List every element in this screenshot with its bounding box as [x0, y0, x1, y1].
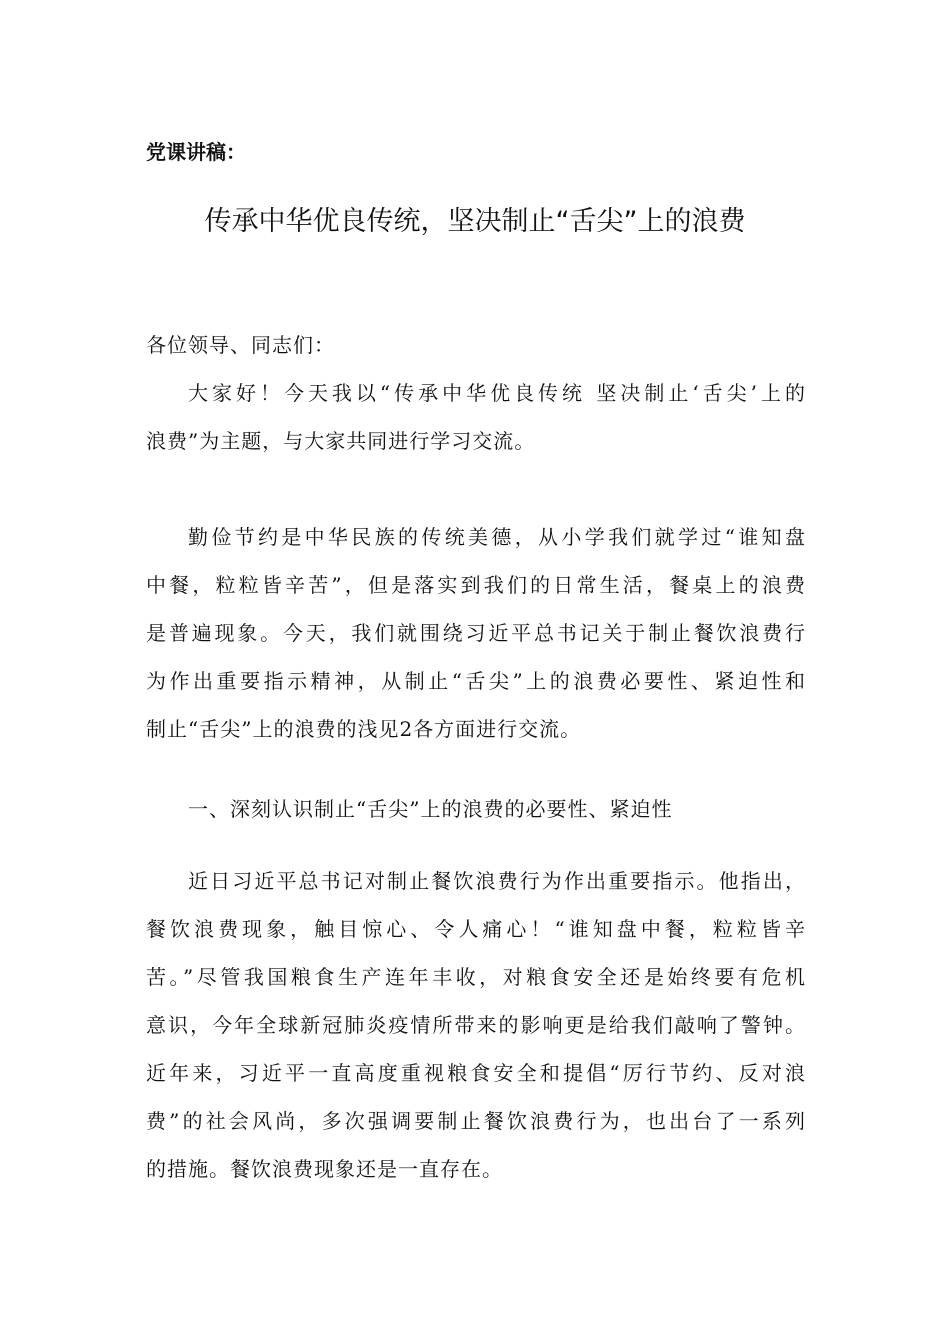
paragraph-line: 制止“舌尖”上的浪费的浅见2各方面进行交流。	[146, 717, 582, 741]
salutation-line: 各位领导、同志们：	[146, 333, 335, 357]
document-label: 党课讲稿：	[146, 140, 246, 164]
paragraph-line: 餐饮浪费现象，触目惊心、令人痛心！“谁知盘中餐，粒粒皆辛	[146, 917, 806, 941]
paragraph-line: 苦。”尽管我国粮食生产连年丰收，对粮食安全还是始终要有危机	[146, 965, 806, 989]
document-title: 传承中华优良传统，坚决制止“舌尖”上的浪费	[204, 206, 746, 237]
paragraph-line: 是普遍现象。今天，我们就围绕习近平总书记关于制止餐饮浪费行	[146, 621, 806, 645]
paragraph-line: 的措施。餐饮浪费现象还是一直存在。	[146, 1157, 503, 1181]
paragraph-line: 近日习近平总书记对制止餐饮浪费行为作出重要指示。他指出，	[188, 869, 806, 893]
section-heading-text: 一、深刻认识制止“舌尖”上的浪费的必要性、紧迫性	[188, 797, 673, 821]
paragraph-line: 勤俭节约是中华民族的传统美德，从小学我们就学过“谁知盘	[188, 525, 806, 549]
paragraph-line: 大家好！今天我以“传承中华优良传统 坚决制止‘舌尖’上的	[188, 381, 806, 405]
paragraph-line: 浪费”为主题，与大家共同进行学习交流。	[146, 429, 536, 453]
paragraph-line: 中餐，粒粒皆辛苦”，但是落实到我们的日常生活，餐桌上的浪费	[146, 573, 806, 597]
paragraph-section-1	[146, 857, 806, 1193]
paragraph-line: 为作出重要指示精神，从制止“舌尖”上的浪费必要性、紧迫性和	[146, 669, 806, 693]
paragraph-greeting	[146, 369, 806, 465]
section-heading-1	[146, 785, 806, 833]
paragraph-introduction	[146, 513, 806, 753]
paragraph-line: 意识，今年全球新冠肺炎疫情所带来的影响更是给我们敲响了警钟。	[146, 1013, 806, 1037]
paragraph-line: 费”的社会风尚，多次强调要制止餐饮浪费行为，也出台了一系列	[146, 1109, 806, 1133]
salutation	[146, 321, 806, 369]
paragraph-line: 近年来，习近平一直高度重视粮食安全和提倡“厉行节约、反对浪	[146, 1061, 806, 1085]
